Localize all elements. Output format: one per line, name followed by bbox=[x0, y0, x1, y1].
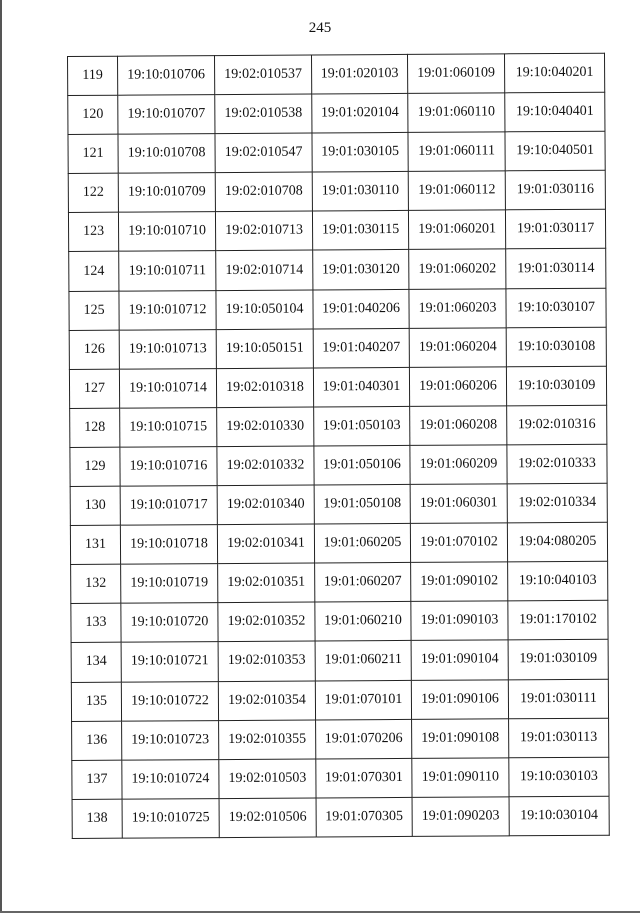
code-cell-col4: 19:01:090103 bbox=[411, 601, 508, 641]
code-cell-col2: 19:02:010340 bbox=[217, 485, 314, 525]
table-row bbox=[71, 601, 608, 643]
table-row bbox=[71, 640, 608, 682]
code-cell-col1: 19:10:010720 bbox=[121, 603, 218, 643]
code-cell-col4: 19:01:060109 bbox=[407, 54, 504, 94]
code-cell-col5: 19:10:030107 bbox=[506, 288, 606, 328]
code-cell-col3: 19:01:030110 bbox=[312, 172, 408, 212]
code-cell-col5: 19:10:030109 bbox=[506, 366, 606, 406]
row-number-cell: 135 bbox=[71, 682, 121, 721]
row-number-cell: 126 bbox=[69, 330, 119, 369]
code-cell-col2: 19:02:010538 bbox=[215, 94, 312, 134]
row-number-cell: 124 bbox=[69, 252, 119, 291]
code-cell-col4: 19:01:060201 bbox=[408, 210, 505, 250]
table-row bbox=[68, 131, 605, 173]
table-row bbox=[69, 249, 606, 291]
code-cell-col5: 19:10:040103 bbox=[508, 561, 608, 601]
page-number: 245 bbox=[308, 20, 332, 36]
code-cell-col2: 19:02:010351 bbox=[218, 563, 315, 603]
code-cell-col3: 19:01:070206 bbox=[316, 719, 412, 759]
code-cell-col3: 19:01:060205 bbox=[314, 524, 410, 564]
code-cell-col1: 19:10:010721 bbox=[121, 642, 218, 682]
table-row bbox=[72, 796, 609, 838]
code-cell-col5: 19:01:030117 bbox=[505, 210, 605, 250]
code-cell-col1: 19:10:010710 bbox=[118, 212, 215, 252]
code-cell-col4: 19:01:060208 bbox=[410, 406, 507, 446]
table-row bbox=[68, 92, 605, 134]
row-number-cell: 138 bbox=[72, 799, 122, 838]
row-number-cell: 122 bbox=[68, 173, 118, 212]
row-number-cell: 120 bbox=[68, 95, 118, 134]
code-cell-col5: 19:01:030109 bbox=[508, 640, 608, 680]
code-cell-col2: 19:02:010330 bbox=[217, 407, 314, 447]
code-cell-col1: 19:10:010725 bbox=[122, 798, 219, 838]
code-cell-col3: 19:01:070301 bbox=[316, 758, 412, 798]
row-number-cell: 134 bbox=[71, 643, 121, 682]
code-cell-col2: 19:02:010341 bbox=[217, 524, 314, 564]
code-cell-col2: 19:10:050151 bbox=[216, 329, 313, 369]
row-number-cell: 137 bbox=[72, 760, 122, 799]
row-number-cell: 131 bbox=[70, 525, 120, 564]
code-cell-col1: 19:10:010712 bbox=[119, 290, 216, 330]
table-row bbox=[70, 522, 607, 564]
code-cell-col1: 19:10:010724 bbox=[122, 759, 219, 799]
table-row bbox=[70, 444, 607, 486]
row-number-cell: 127 bbox=[69, 369, 119, 408]
code-cell-col2: 19:02:010353 bbox=[218, 641, 315, 681]
code-cell-col4: 19:01:060112 bbox=[408, 171, 505, 211]
code-cell-col3: 19:01:030120 bbox=[313, 250, 409, 290]
table-row bbox=[68, 53, 605, 95]
code-cell-col1: 19:10:010718 bbox=[120, 525, 217, 565]
table-row bbox=[72, 757, 609, 799]
code-cell-col4: 19:01:090102 bbox=[411, 562, 508, 602]
code-cell-col2: 19:02:010354 bbox=[218, 680, 315, 720]
code-cell-col2: 19:02:010352 bbox=[218, 602, 315, 642]
code-cell-col1: 19:10:010714 bbox=[119, 368, 216, 408]
table-body bbox=[68, 53, 610, 838]
code-cell-col1: 19:10:010719 bbox=[121, 564, 218, 604]
code-cell-col5: 19:10:040401 bbox=[505, 92, 605, 132]
row-number-cell: 133 bbox=[71, 603, 121, 642]
code-cell-col4: 19:01:070102 bbox=[410, 523, 507, 563]
code-cell-col5: 19:02:010334 bbox=[507, 483, 607, 523]
table-row bbox=[69, 327, 606, 369]
code-cell-col1: 19:10:010713 bbox=[119, 329, 216, 369]
code-cell-col2: 19:10:050104 bbox=[216, 290, 313, 330]
row-number-cell: 129 bbox=[70, 447, 120, 486]
code-cell-col1: 19:10:010723 bbox=[122, 720, 219, 760]
code-cell-col1: 19:10:010708 bbox=[118, 134, 215, 174]
row-number-cell: 130 bbox=[70, 486, 120, 525]
code-cell-col3: 19:01:040206 bbox=[313, 289, 409, 329]
code-cell-col3: 19:01:070305 bbox=[316, 797, 412, 837]
code-cell-col5: 19:01:170102 bbox=[508, 601, 608, 641]
code-cell-col4: 19:01:090108 bbox=[412, 718, 509, 758]
row-number-cell: 119 bbox=[68, 56, 118, 95]
row-number-cell: 132 bbox=[71, 564, 121, 603]
table-row bbox=[68, 210, 605, 252]
code-cell-col4: 19:01:060202 bbox=[409, 249, 506, 289]
code-cell-col2: 19:02:010318 bbox=[216, 368, 313, 408]
code-cell-col3: 19:01:050106 bbox=[314, 445, 410, 485]
code-cell-col3: 19:01:060211 bbox=[315, 641, 411, 681]
code-cell-col3: 19:01:040301 bbox=[313, 367, 409, 407]
code-cell-col5: 19:01:030114 bbox=[506, 249, 606, 289]
code-cell-col4: 19:01:060110 bbox=[408, 93, 505, 133]
code-cell-col4: 19:01:090203 bbox=[412, 797, 509, 837]
code-cell-col1: 19:10:010707 bbox=[118, 95, 215, 135]
table-row bbox=[70, 483, 607, 525]
code-cell-col3: 19:01:050103 bbox=[314, 406, 410, 446]
code-cell-col3: 19:01:040207 bbox=[313, 328, 409, 368]
code-cell-col5: 19:02:010316 bbox=[507, 405, 607, 445]
code-cell-col5: 19:10:040501 bbox=[505, 131, 605, 171]
code-cell-col1: 19:10:010711 bbox=[119, 251, 216, 291]
table-row bbox=[72, 718, 609, 760]
code-cell-col5: 19:10:030108 bbox=[506, 327, 606, 367]
code-cell-col1: 19:10:010709 bbox=[118, 173, 215, 213]
code-cell-col5: 19:01:030116 bbox=[505, 170, 605, 210]
code-cell-col1: 19:10:010717 bbox=[120, 486, 217, 526]
code-cell-col2: 19:02:010506 bbox=[219, 798, 316, 838]
code-cell-col4: 19:01:060204 bbox=[409, 327, 506, 367]
code-cell-col2: 19:02:010713 bbox=[215, 211, 312, 251]
code-cell-col5: 19:04:080205 bbox=[507, 522, 607, 562]
code-cell-col2: 19:02:010714 bbox=[216, 250, 313, 290]
code-cell-col4: 19:01:060206 bbox=[409, 367, 506, 407]
code-cell-col3: 19:01:030105 bbox=[312, 133, 408, 173]
row-number-cell: 136 bbox=[72, 721, 122, 760]
code-cell-col2: 19:02:010355 bbox=[219, 720, 316, 760]
table-row bbox=[68, 170, 605, 212]
table-row bbox=[71, 561, 608, 603]
code-cell-col2: 19:02:010547 bbox=[215, 133, 312, 173]
code-cell-col5: 19:01:030113 bbox=[509, 718, 609, 758]
code-cell-col2: 19:02:010708 bbox=[215, 172, 312, 212]
table-row bbox=[70, 405, 607, 447]
code-cell-col4: 19:01:090104 bbox=[411, 640, 508, 680]
code-cell-col2: 19:02:010503 bbox=[219, 759, 316, 799]
row-number-cell: 121 bbox=[68, 134, 118, 173]
code-cell-col1: 19:10:010706 bbox=[118, 56, 215, 96]
row-number-cell: 128 bbox=[70, 408, 120, 447]
row-number-cell: 125 bbox=[69, 291, 119, 330]
code-cell-col5: 19:02:010333 bbox=[507, 444, 607, 484]
code-cell-col4: 19:01:090110 bbox=[412, 758, 509, 798]
code-cell-col2: 19:02:010537 bbox=[215, 55, 312, 95]
code-cell-col1: 19:10:010716 bbox=[120, 447, 217, 487]
code-cell-col3: 19:01:060207 bbox=[315, 563, 411, 603]
code-cell-col1: 19:10:010722 bbox=[121, 681, 218, 721]
cadastral-number-table bbox=[67, 53, 610, 839]
code-cell-col3: 19:01:070101 bbox=[315, 680, 411, 720]
code-cell-col2: 19:02:010332 bbox=[217, 446, 314, 486]
code-cell-col3: 19:01:030115 bbox=[312, 211, 408, 251]
code-cell-col3: 19:01:020103 bbox=[311, 54, 407, 94]
code-cell-col5: 19:10:040201 bbox=[504, 53, 604, 93]
table-row bbox=[71, 679, 608, 721]
code-cell-col1: 19:10:010715 bbox=[120, 407, 217, 447]
code-cell-col5: 19:10:030104 bbox=[509, 796, 609, 836]
code-cell-col4: 19:01:060203 bbox=[409, 288, 506, 328]
table-row bbox=[69, 288, 606, 330]
code-cell-col5: 19:01:030111 bbox=[508, 679, 608, 719]
scan-left-edge bbox=[0, 0, 2, 913]
code-cell-col3: 19:01:050108 bbox=[314, 484, 410, 524]
code-cell-col3: 19:01:020104 bbox=[312, 94, 408, 134]
code-cell-col4: 19:01:060111 bbox=[408, 132, 505, 172]
code-cell-col4: 19:01:060209 bbox=[410, 445, 507, 485]
row-number-cell: 123 bbox=[68, 213, 118, 252]
code-cell-col4: 19:01:060301 bbox=[410, 484, 507, 524]
code-cell-col4: 19:01:090106 bbox=[411, 679, 508, 719]
code-cell-col3: 19:01:060210 bbox=[315, 602, 411, 642]
code-cell-col5: 19:10:030103 bbox=[509, 757, 609, 797]
table-row bbox=[69, 366, 606, 408]
